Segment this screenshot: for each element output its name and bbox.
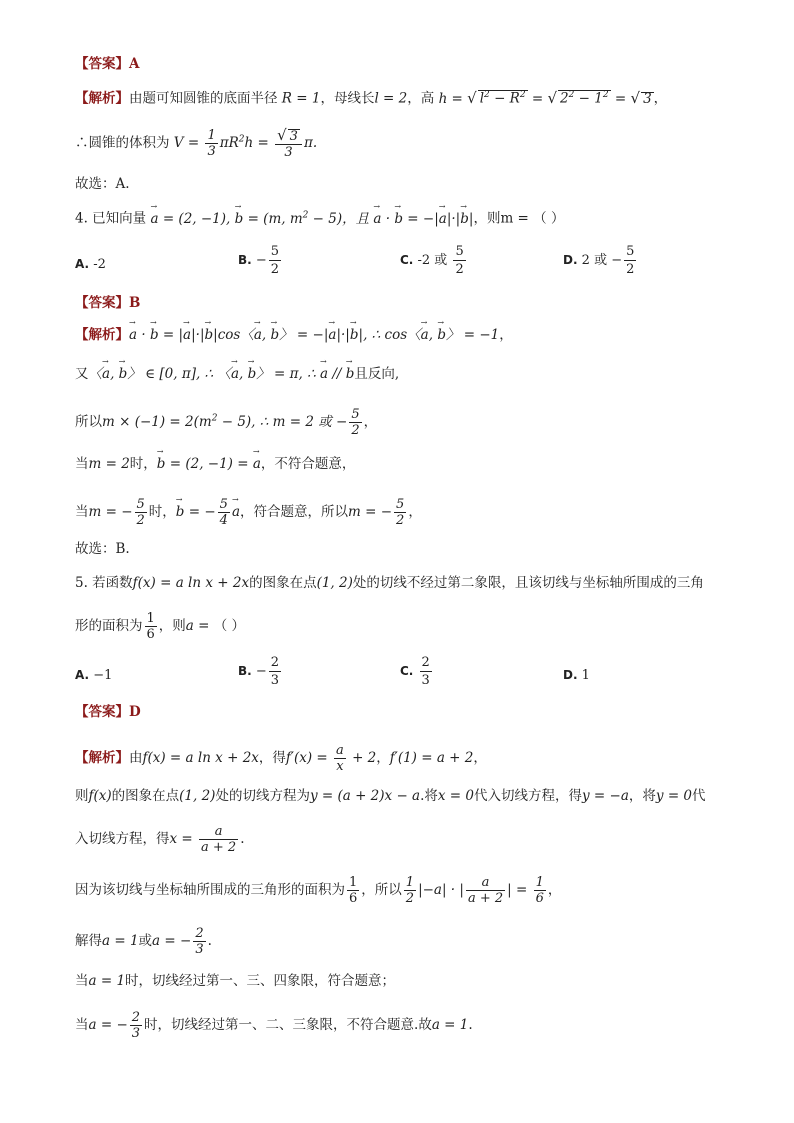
analysis-tag: 【解析】	[75, 750, 129, 766]
option-label: A.	[75, 257, 90, 271]
analysis-text: 处的切线方程为	[215, 788, 310, 804]
math-function: f(x) = a ln x + 2x	[132, 575, 250, 591]
math-angle: 〈→ a, → b〉 ∈ [0, π], ∴ 〈→ a, → b〉 = π, ∴ → a // → b	[89, 366, 355, 382]
option-label: D.	[563, 668, 578, 682]
math-case2-vector: → b = − $\frac{5}{4}$ → a	[176, 504, 240, 520]
math-intercept: x = $\frac{a}{a + 2}$	[169, 824, 237, 855]
q5-stem-line2: 形的面积为 $\frac{1}{6}$ ，则a = （ ）	[75, 611, 246, 642]
q3-analysis-line1: 【解析】由题可知圆锥的底面半径 R = 1，母线长l = 2，高 h = √ $l^2 - R^2$ = √ $2^2 - 1^2$ = √ 3 ，	[75, 88, 668, 107]
math-result: m = − $\frac{5}{2}$	[348, 497, 405, 528]
analysis-text: 由题可知圆锥的底面半径	[129, 90, 278, 107]
q4-analysis-line5: 当m = − $\frac{5}{2}$ 时，→ b = − $\frac{5}{4}$ → a，符合题意，所以m = − $\frac{5}{2}$ ，	[75, 498, 422, 527]
math-derivative-value: f′(1) = a + 2	[389, 750, 474, 766]
analysis-text: 当	[75, 973, 89, 989]
analysis-text: ，高	[407, 90, 435, 107]
q5-analysis-line2: 则f(x)的图象在点(1, 2)处的切线方程为y = (a + 2)x − a.将x = 0代入切线方程，得y = −a，将y = 0代	[75, 788, 706, 804]
analysis-text: ，符合题意，所以	[240, 504, 349, 520]
option-text: -2	[93, 257, 106, 272]
question-text: ，则	[158, 618, 186, 634]
q4-option-a	[75, 257, 106, 272]
analysis-tag: 【解析】	[75, 327, 129, 343]
question-text: m = （ ）	[500, 210, 565, 227]
math-case2: m = − $\frac{5}{2}$	[88, 497, 145, 528]
q5-option-b: B. − $\frac{2}{3}$	[238, 655, 280, 688]
q4-analysis-line1: 【解析】→ a · → b = |→ a|·|→ b|cos〈→ a, → b〉 = −|→ a|·|→ b|, ∴ cos〈→ a, → b〉 = −1，	[75, 329, 513, 343]
analysis-text: ∴圆锥的体积为	[75, 135, 170, 151]
math-area-equation: $\frac{1}{2}$ |−a| · | $\frac{a}{a + 2}$ | = $\frac{1}{6}$	[405, 875, 544, 906]
q4-stem	[75, 211, 564, 226]
q5-analysis-line5: 解得a = 1或a = − $\frac{2}{3}$ .	[75, 926, 212, 957]
option-label: D.	[563, 253, 578, 267]
q4-conclusion: 故选：B.	[75, 541, 130, 557]
question-text: ，则	[473, 210, 501, 227]
analysis-text: ，得	[258, 750, 286, 766]
analysis-text: .将	[420, 788, 438, 804]
analysis-text: 因为该切线与坐标轴所围成的三角形的面积为	[75, 882, 345, 898]
question-text: 处的切线不经过第二象限，且该切线与坐标轴所围成的三角	[352, 575, 704, 591]
q4-option-d: D. 2 或 − $\frac{5}{2}$	[563, 244, 635, 277]
answer-value: B	[129, 295, 141, 311]
analysis-text: 代	[692, 788, 706, 804]
q5-option-a	[75, 668, 112, 683]
q3-conclusion: 故选：A.	[75, 176, 130, 192]
analysis-text: ，母线长	[320, 90, 375, 107]
analysis-text: ，不符合题意，	[260, 456, 356, 472]
math-point: (1, 2)	[316, 575, 353, 591]
analysis-text: 由	[129, 750, 143, 766]
analysis-text: 时，切线经过第一、二、三象限，不符合题意.故	[144, 1017, 432, 1033]
q3-analysis-line2	[75, 128, 317, 159]
q4-option-b: B. − $\frac{5}{2}$	[238, 244, 280, 277]
option-label: A.	[75, 668, 90, 682]
math-tangent: y = (a + 2)x − a	[309, 788, 421, 804]
analysis-text: 或	[138, 933, 153, 949]
answer-value: D	[129, 704, 141, 720]
math-height-formula: h = √ $l^2 - R^2$ = √ $2^2 - 1^2$ = √ 3	[438, 88, 652, 107]
analysis-text: 当	[75, 1017, 89, 1033]
answer-tag: 【答案】	[75, 704, 129, 720]
option-text: −1	[93, 668, 113, 683]
q5-stem-line1	[75, 577, 704, 591]
q5-answer-line	[75, 706, 141, 720]
analysis-tag: 【解析】	[75, 90, 129, 107]
analysis-text: 时，	[129, 456, 157, 472]
math-case1-vector: → b = (2, −1) = → a	[157, 456, 261, 472]
option-text: 1	[581, 668, 590, 683]
q4-option-c: C. -2 或 $\frac{5}{2}$	[400, 244, 464, 277]
math-case1: m = 2	[88, 456, 130, 472]
math-volume-formula: V = $\frac{1}{3}$ $\pi R^2h$ = $\frac{√ 3}{3}$ π.	[173, 126, 318, 160]
math-l: l = 2	[374, 90, 408, 107]
q5-analysis-line6: 当a = 1时，切线经过第一、三、四象限，符合题意；	[75, 973, 396, 989]
option-label: C.	[400, 253, 414, 267]
question-text: 的图象在点	[249, 575, 317, 591]
q5-analysis-line4: 因为该切线与坐标轴所围成的三角形的面积为 $\frac{1}{6}$ ，所以 $\frac{1}{2}$ |−a| · | $\frac{a}{a + 2}$ | = $\frac{1}{6}$ ，	[75, 875, 562, 906]
q4-analysis-line4	[75, 458, 355, 472]
q4-analysis-line3: 所以$m \times (-1) = 2(m^2 - 5)$, ∴ m = 2 或 − $\frac{5}{2}$ ，	[75, 407, 378, 438]
math-dot-product: → a · → b = |→ a|·|→ b|cos〈→ a, → b〉 = −|→ a|·|→ b|, ∴ cos〈→ a, → b〉 = −1	[129, 327, 499, 343]
option-label: B.	[238, 664, 252, 678]
analysis-text: 解得	[75, 933, 102, 949]
math-vectors: → a = (2, −1), → b = (m, $m^2 - 5$)，且 → a · → b = −|→ a|·|→ b|	[150, 211, 473, 227]
math-equation: $m \times (-1) = 2(m^2 - 5)$, ∴ m = 2 或 − $\frac{5}{2}$	[102, 407, 360, 438]
answer-tag: 【答案】	[75, 295, 129, 311]
analysis-text: 的图象在点	[111, 788, 180, 804]
analysis-text: 则	[75, 788, 89, 804]
analysis-text: 当	[75, 504, 89, 520]
question-text: 形的面积为	[75, 618, 143, 634]
analysis-text: ，将	[628, 788, 656, 804]
analysis-text: 当	[75, 456, 89, 472]
question-text: 4. 已知向量	[75, 210, 147, 227]
q5-option-d	[563, 668, 590, 683]
q5-analysis-line7: 当a = − $\frac{2}{3}$ 时，切线经过第一、二、三象限，不符合题意.故a = 1.	[75, 1010, 473, 1041]
answer-value: A	[129, 56, 140, 72]
analysis-text: 时，	[148, 504, 176, 520]
question-text: 5. 若函数	[75, 575, 133, 591]
analysis-text: 又	[75, 366, 89, 382]
analysis-text: 且反向,	[354, 366, 400, 382]
analysis-text: 所以	[75, 414, 102, 430]
math-derivative: f′(x) = $\frac{a}{x}$ + 2	[285, 743, 377, 774]
option-label: B.	[238, 253, 252, 267]
analysis-text: 代入切线方程，得	[474, 788, 583, 804]
q4-analysis-line2	[75, 368, 399, 382]
q5-option-c: C. $\frac{2}{3}$	[400, 655, 430, 688]
analysis-text: 时，切线经过第一、三、四象限，符合题意；	[125, 973, 396, 989]
q5-analysis-line3: 入切线方程，得x = $\frac{a}{a + 2}$ .	[75, 824, 245, 855]
q5-analysis-line1: 【解析】由f(x) = a ln x + 2x，得f′(x) = $\frac{a}{x}$ + 2，f′(1) = a + 2，	[75, 743, 487, 774]
option-label: C.	[400, 664, 414, 678]
analysis-text: 入切线方程，得	[75, 831, 170, 847]
q4-answer-line	[75, 297, 140, 311]
math-R: R = 1	[281, 90, 321, 107]
answer-tag: 【答案】	[75, 56, 129, 72]
q3-answer-line	[75, 58, 139, 72]
math-function: f(x) = a ln x + 2x	[142, 750, 259, 766]
analysis-text: ，所以	[361, 882, 402, 898]
